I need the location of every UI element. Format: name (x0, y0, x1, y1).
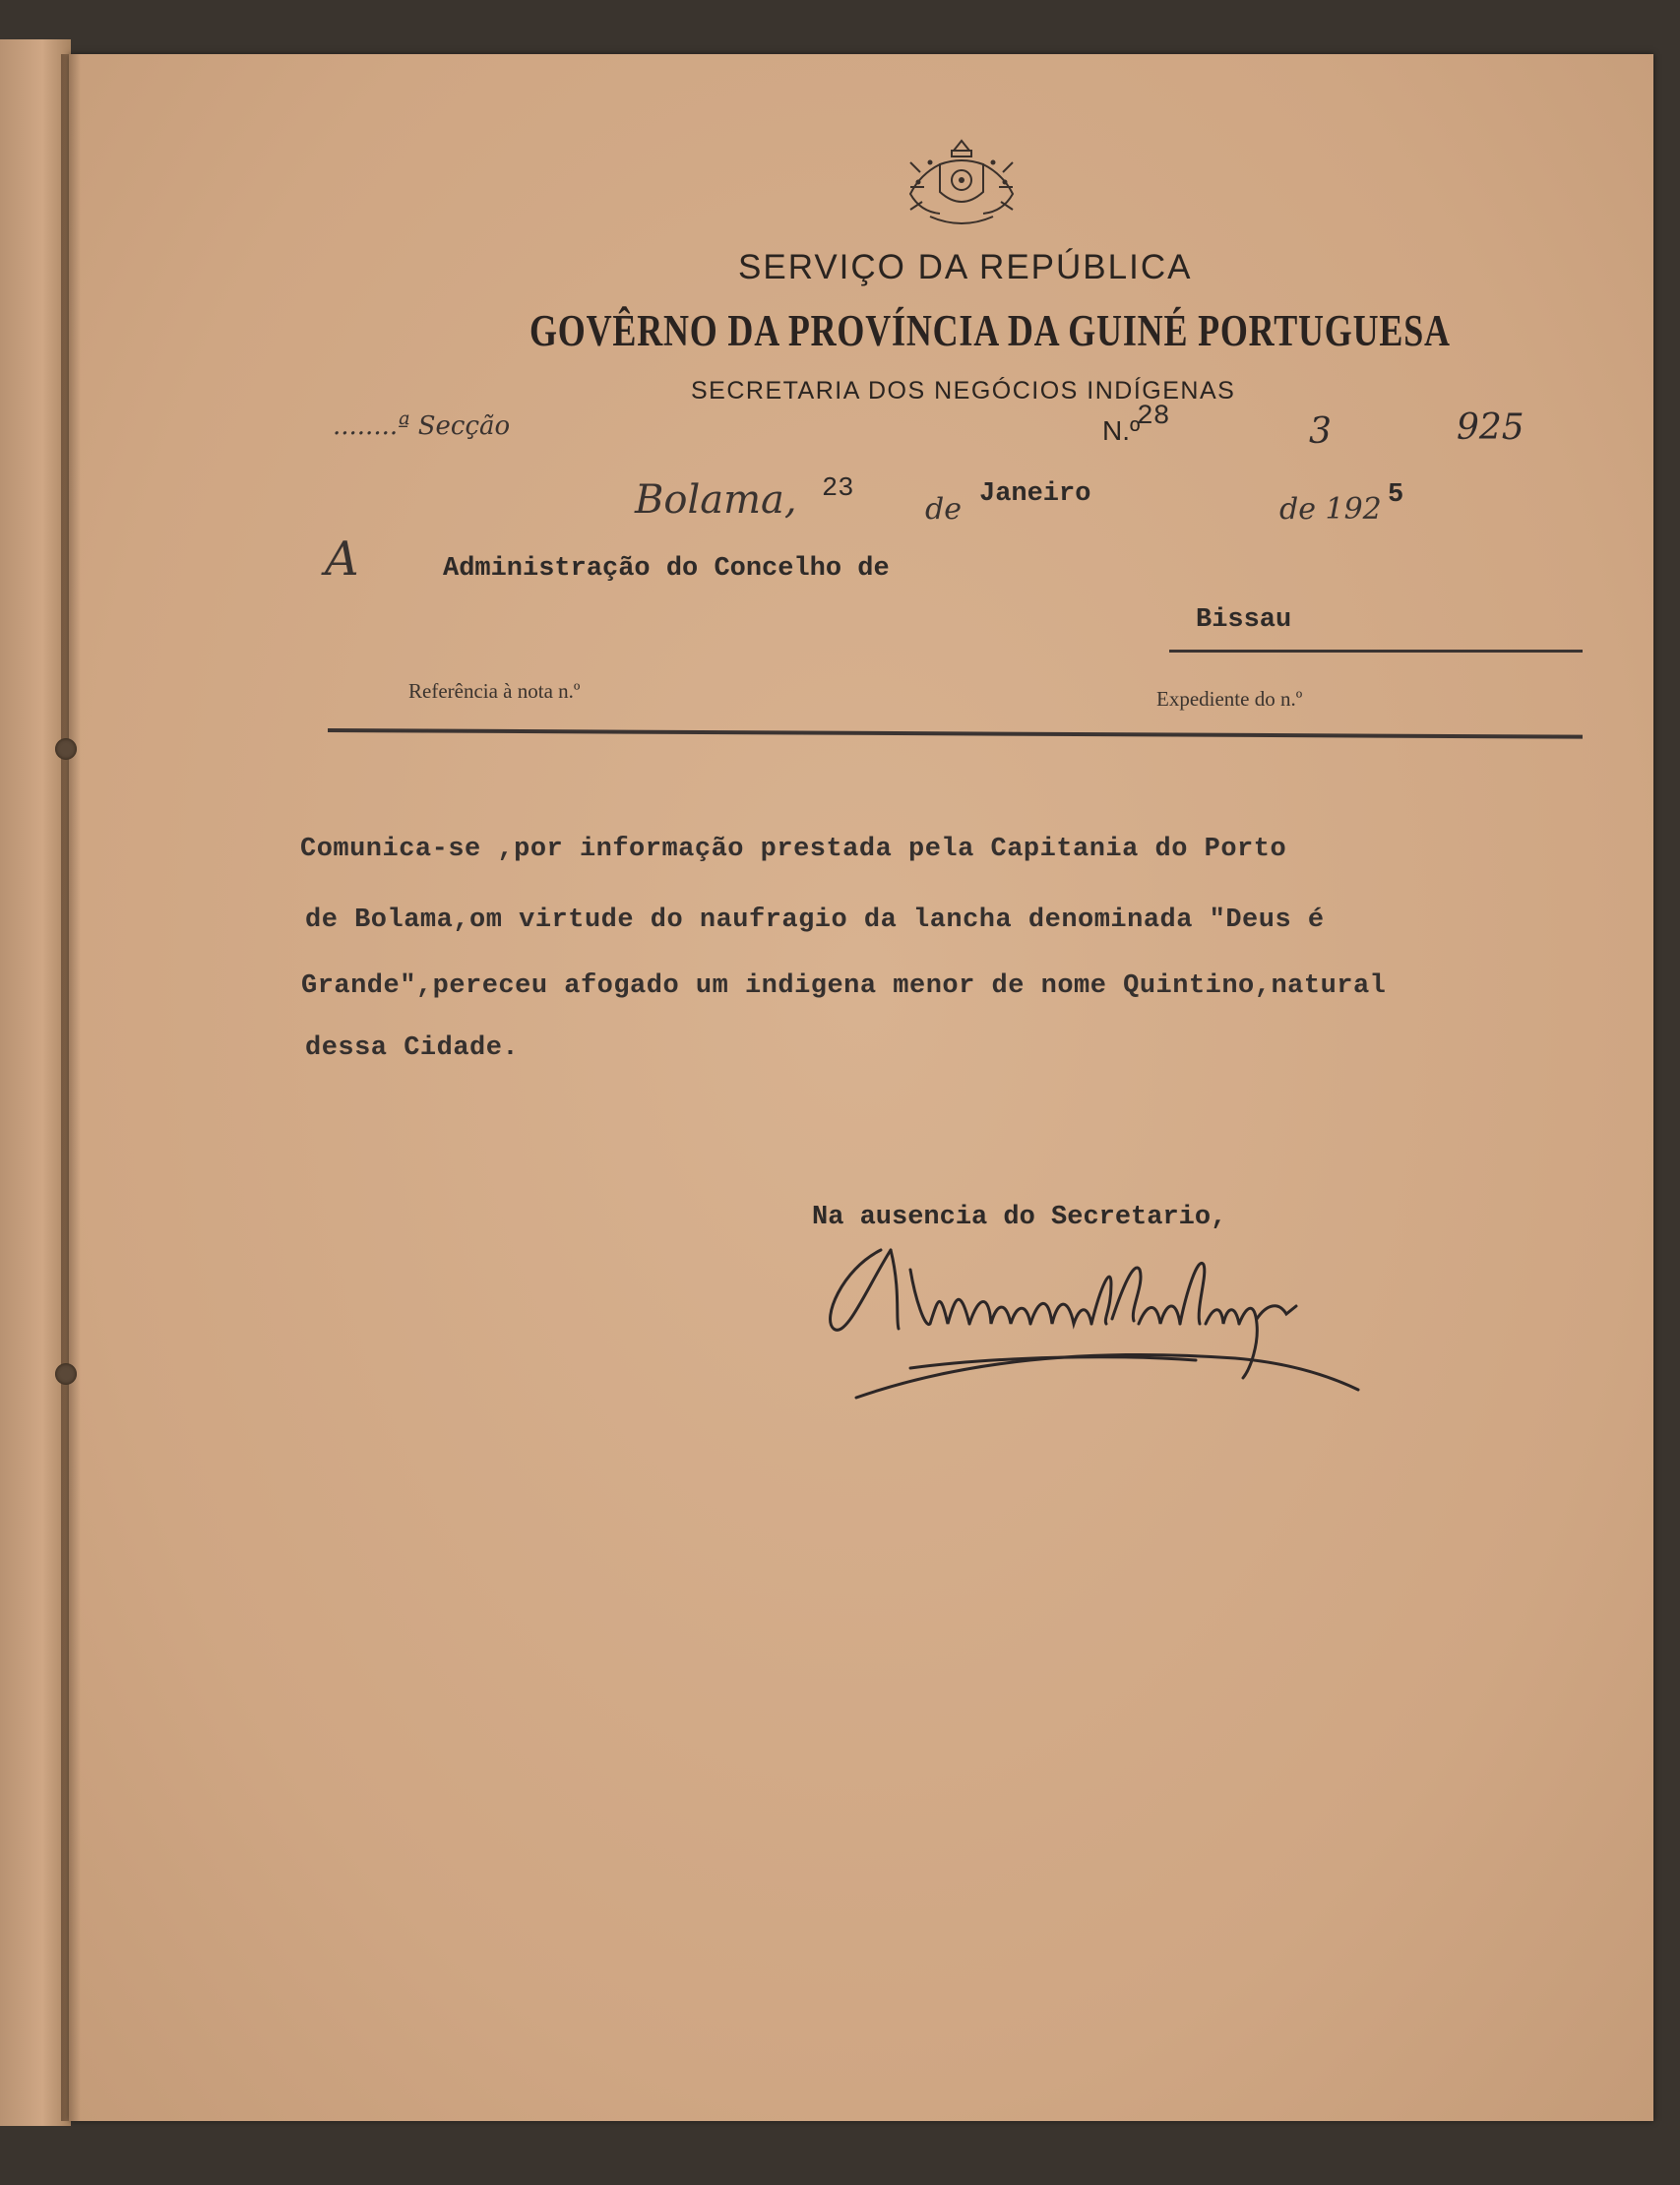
reference-part-3: 925 (1457, 407, 1524, 448)
document-page (69, 54, 1653, 2121)
coat-of-arms-emblem (901, 133, 1024, 231)
number-value: 28 (1137, 402, 1170, 432)
handwritten-signature (822, 1230, 1373, 1407)
closing-text: Na ausencia do Secretario, (812, 1203, 1227, 1232)
recipient-line-2: Bissau (1196, 605, 1292, 635)
reference-note-label: Referência à nota n.º (408, 679, 581, 703)
section-label: ........ª Secção (333, 411, 511, 441)
recipient-prefix: A (325, 531, 359, 587)
header-secretariat-title: SECRETARIA DOS NEGÓCIOS INDÍGENAS (691, 377, 1236, 405)
body-line-1: Comunica-se ,por informação prestada pela Capitania do Porto (300, 835, 1287, 864)
body-line-2: de Bolama,om virtude do naufragio da lancha denominada "Deus é (305, 905, 1325, 935)
binding-hole (55, 1363, 77, 1385)
expediente-label: Expediente do n.º (1156, 687, 1303, 711)
body-line-3: Grande",pereceu afogado um indigena menor de nome Quintino,natural (301, 971, 1387, 1001)
date-de-2: de 192 (1279, 492, 1382, 527)
date-month: Janeiro (979, 479, 1091, 509)
spine-shadow (61, 54, 81, 2121)
binding-hole (55, 738, 77, 760)
number-label: N.º (1102, 415, 1141, 446)
header-service-title: SERVIÇO DA REPÚBLICA (738, 248, 1193, 286)
recipient-line-1: Administração do Concelho de (443, 554, 890, 584)
date-year-digit: 5 (1388, 480, 1404, 510)
reference-part-2: 3 (1309, 411, 1332, 452)
body-line-4: dessa Cidade. (305, 1033, 520, 1063)
header-government-title: GOVÊRNO DA PROVÍNCIA DA GUINÉ PORTUGUESA (529, 306, 1451, 355)
recipient-underline (1169, 650, 1583, 653)
date-place: Bolama, (635, 477, 797, 523)
date-de-1: de (925, 492, 962, 527)
date-day: 23 (822, 474, 854, 504)
